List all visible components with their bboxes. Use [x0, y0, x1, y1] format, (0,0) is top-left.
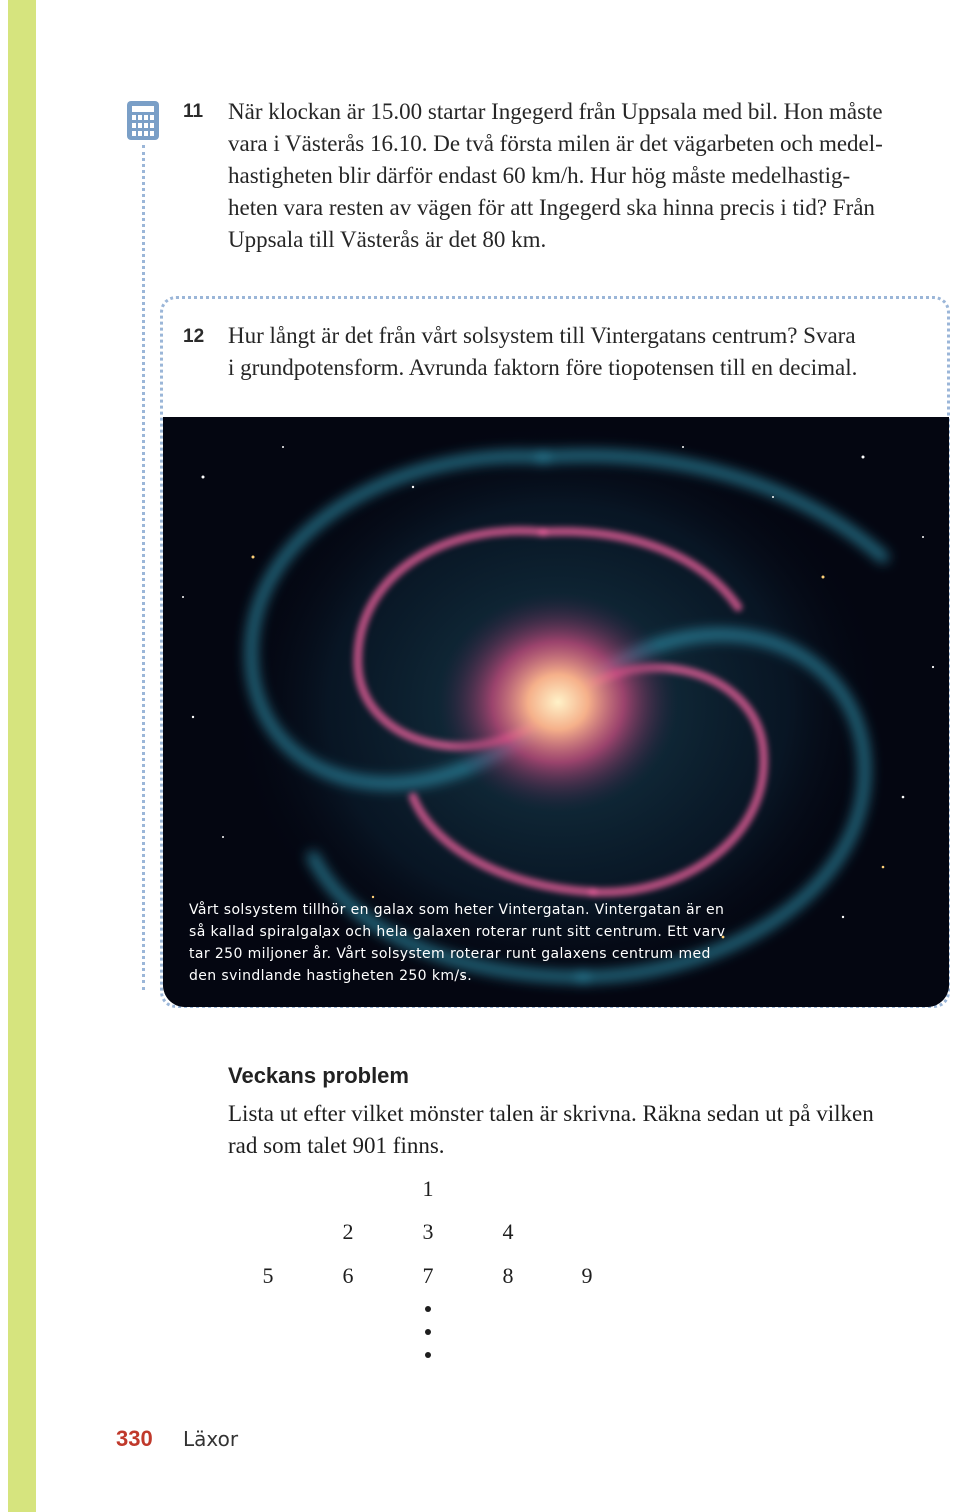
problem-line: Lista ut efter vilket mönster talen är skrivna. Räkna sedan ut på vilken [228, 1101, 874, 1126]
caption-line: så kallad spiralgalax och hela galaxen roterar runt sitt centrum. Ett varv [189, 924, 726, 940]
task-12-line: i grundpotensform. Avrunda faktorn före tiopotensen till en decimal. [228, 355, 858, 380]
page-number: 330 [116, 1426, 153, 1451]
caption-line: den svindlande hastigheten 250 km/s. [189, 968, 473, 984]
problem-line: rad som talet 901 finns. [228, 1133, 445, 1158]
pattern-number: 3 [422, 1219, 434, 1244]
task-11-line: När klockan är 15.00 startar Ingegerd från Uppsala med bil. Hon måste [228, 99, 883, 124]
calculator-icon [127, 101, 159, 140]
galaxy-photo [163, 417, 949, 1007]
continuation-dot [425, 1352, 431, 1358]
task-11-number: 11 [183, 101, 204, 122]
sidebar-stripe [8, 0, 36, 1512]
pattern-number: 1 [422, 1176, 434, 1201]
pattern-number: 9 [581, 1263, 593, 1288]
task-12-line: Hur långt är det från vårt solsystem till Vintergatans centrum? Svara [228, 323, 856, 348]
weekly-problem-text [228, 1098, 928, 1162]
continuation-dot [425, 1306, 431, 1312]
pattern-number: 6 [342, 1263, 354, 1288]
pattern-number: 5 [262, 1263, 274, 1288]
task-12-text [228, 320, 928, 384]
continuation-dot [425, 1329, 431, 1335]
task-11-text [228, 96, 928, 256]
task-11-line: Uppsala till Västerås är det 80 km. [228, 227, 547, 252]
pattern-number: 7 [422, 1263, 434, 1288]
task-12-number: 12 [183, 326, 205, 347]
photo-caption [189, 899, 769, 987]
pattern-number: 8 [502, 1263, 514, 1288]
task-11-line: vara i Västerås 16.10. De två första milen är det vägarbeten och medel- [228, 131, 883, 156]
section-label: Läxor [183, 1427, 239, 1451]
task-11-line: heten vara resten av vägen för att Ingegerd ska hinna precis i tid? Från [228, 195, 875, 220]
dotted-divider [142, 145, 145, 990]
weekly-problem-heading: Veckans problem [228, 1063, 409, 1088]
caption-line: tar 250 miljoner år. Vårt solsystem roterar runt galaxens centrum med [189, 946, 711, 962]
pattern-number: 4 [502, 1219, 514, 1244]
pattern-number: 2 [342, 1219, 354, 1244]
caption-line: Vårt solsystem tillhör en galax som heter Vintergatan. Vintergatan är en [189, 902, 725, 918]
task-11-line: hastigheten blir därför endast 60 km/h. Hur hög måste medelhastig- [228, 163, 851, 188]
